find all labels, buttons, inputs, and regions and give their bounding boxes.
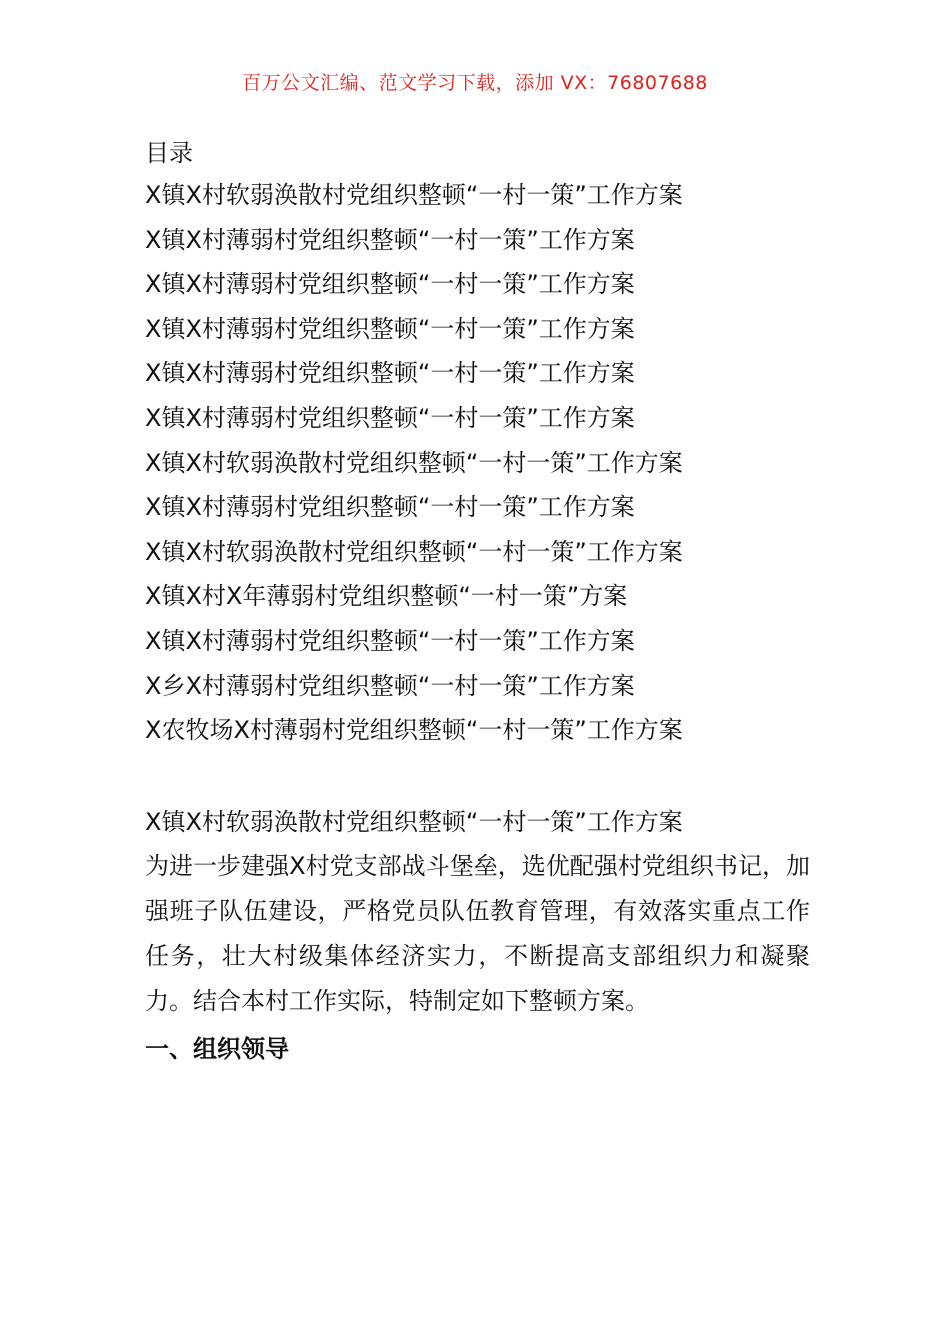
toc-item[interactable]: X乡X村薄弱村党组织整顿“一村一策”工作方案 (145, 671, 635, 700)
toc-item[interactable]: X镇X村薄弱村党组织整顿“一村一策”工作方案 (145, 270, 635, 299)
toc-item[interactable]: X镇X村薄弱村党组织整顿“一村一策”工作方案 (145, 225, 635, 254)
table-of-contents (145, 133, 825, 753)
toc-item[interactable]: X镇X村软弱涣散村党组织整顿“一村一策”工作方案 (145, 537, 683, 566)
document-body (145, 800, 810, 1072)
document-title: X镇X村软弱涣散村党组织整顿“一村一策”工作方案 (145, 808, 683, 836)
intro-paragraph: 为进一步建强X村党支部战斗堡垒，选优配强村党组织书记，加强班子队伍建设，严格党员队伍教育管理，有效落实重点工作任务，壮大村级集体经济实力，不断提高支部组织力和凝聚力。结合本村工作实际，特制定如下整顿方案。 (145, 852, 810, 1015)
section-heading-1: 一、组织领导 (145, 1035, 289, 1063)
toc-item[interactable]: X镇X村X年薄弱村党组织整顿“一村一策”方案 (145, 582, 628, 611)
toc-item[interactable]: X镇X村薄弱村党组织整顿“一村一策”工作方案 (145, 626, 635, 655)
toc-item[interactable]: X镇X村软弱涣散村党组织整顿“一村一策”工作方案 (145, 181, 683, 209)
toc-item[interactable]: X镇X村软弱涣散村党组织整顿“一村一策”工作方案 (145, 448, 683, 477)
watermark-banner: 百万公文汇编、范文学习下载，添加 VX：76807688 (242, 72, 708, 94)
toc-list (145, 173, 825, 753)
toc-title: 目录 (145, 139, 193, 167)
toc-item[interactable]: X镇X村薄弱村党组织整顿“一村一策”工作方案 (145, 403, 635, 432)
toc-item[interactable]: X农牧场X村薄弱村党组织整顿“一村一策”工作方案 (145, 716, 683, 745)
toc-item[interactable]: X镇X村薄弱村党组织整顿“一村一策”工作方案 (145, 314, 635, 343)
toc-item[interactable]: X镇X村薄弱村党组织整顿“一村一策”工作方案 (145, 359, 635, 388)
toc-item[interactable]: X镇X村薄弱村党组织整顿“一村一策”工作方案 (145, 493, 635, 522)
